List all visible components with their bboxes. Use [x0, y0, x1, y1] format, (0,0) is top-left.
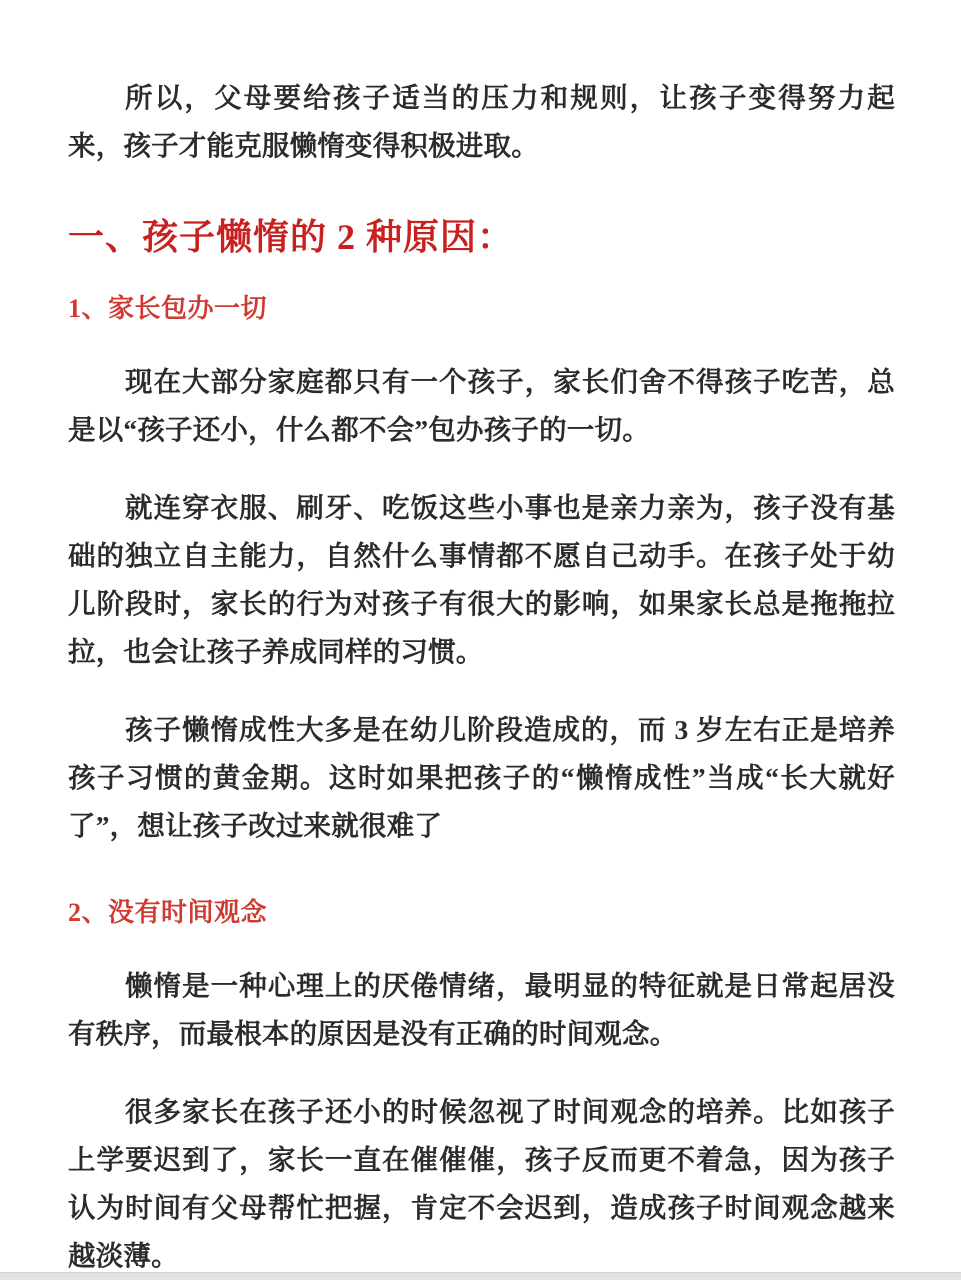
spacer-paragraph-1-1: [68, 454, 895, 484]
paragraph-2-1: 懒惰是一种心理上的厌倦情绪，最明显的特征就是日常起居没有秩序，而最根本的原因是没有正确的时间观念。: [68, 970, 895, 1049]
spacer-paragraph-1-2: [68, 676, 895, 706]
spacer-after-subheading-1: [68, 328, 895, 358]
paragraph-1-2: 就连穿衣服、刷牙、吃饭这些小事也是亲力亲为，孩子没有基础的独立自主能力，自然什么事情都不愿自己动手。在孩子处于幼儿阶段时，家长的行为对孩子有很大的影响，如果家长总是拖拖拉拉，也会让孩子养成同样的习惯。: [68, 492, 895, 667]
spacer-after-subheading-2: [68, 932, 895, 962]
spacer-paragraph-2-1: [68, 1058, 895, 1088]
top-spacer: [68, 0, 895, 74]
subheading-reason-2: 2、没有时间观念: [68, 898, 268, 927]
spacer-after-section-heading: [68, 262, 895, 290]
subheading-reason-1: 1、家长包办一切: [68, 294, 268, 323]
spacer-before-subheading-2: [68, 850, 895, 894]
paragraph-1-3: 孩子懒惰成性大多是在幼儿阶段造成的，而 3 岁左右正是培养孩子习惯的黄金期。这时如果把孩子的“懒惰成性”当成“长大就好了”，想让孩子改过来就很难了: [68, 714, 895, 841]
intro-paragraph: 所以，父母要给孩子适当的压力和规则，让孩子变得努力起来，孩子才能克服懒惰变得积极进取。: [68, 82, 895, 161]
section-heading: 一、孩子懒惰的 2 种原因：: [68, 217, 515, 257]
paragraph-1-1: 现在大部分家庭都只有一个孩子，家长们舍不得孩子吃苦，总是以“孩子还小，什么都不会”包办孩子的一切。: [68, 366, 895, 445]
page-bottom-strip: [0, 1272, 961, 1280]
spacer-before-section-heading: [68, 170, 895, 212]
document-content: [68, 0, 895, 1280]
paragraph-2-2: 很多家长在孩子还小的时候忽视了时间观念的培养。比如孩子上学要迟到了，家长一直在催催催，孩子反而更不着急，因为孩子认为时间有父母帮忙把握，肯定不会迟到，造成孩子时间观念越来越淡薄。: [68, 1096, 895, 1271]
